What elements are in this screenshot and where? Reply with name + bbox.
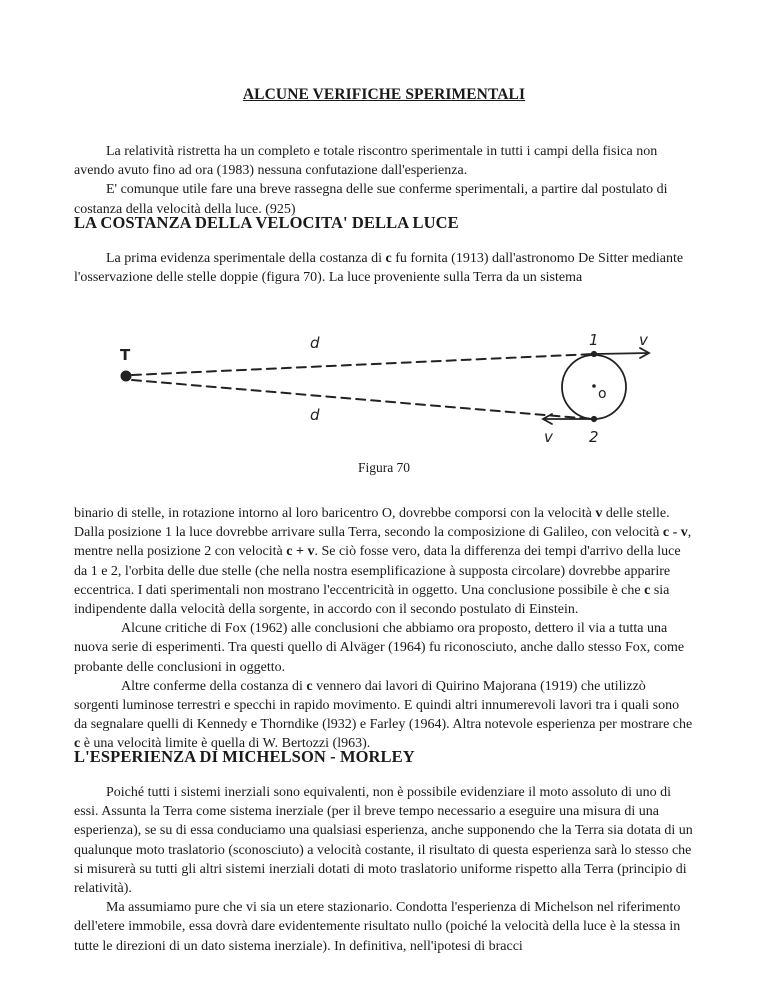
document-title: ALCUNE VERIFICHE SPERIMENTALI — [242, 86, 526, 103]
label-velocity-bottom: v — [544, 428, 553, 446]
symbol-c: c — [385, 251, 392, 266]
section2-paragraph-2: Ma assumiamo pure che vi sia un etere stazionario. Condotta l'esperienza di Michelson nel riferimento dell'etere immobile, essa dovrà dare evidentemente risultato nullo (poiché la velocità della luce è la stessa in tutte le direzioni di un dato sistema inerziale). In definitiva, nell'ipotesi di bracci — [74, 900, 681, 954]
barycenter-point — [593, 385, 596, 388]
text-run: . Se ciò fosse vero, data la differenza dei tempi d'arrivo della luce da 1 e 2, l'orbita delle due stelle (che nella nostra esemplificazione à supposta circolare) dovrebbe apparire eccentrica. I dati sperimentali non mostrano l'eccentricità in oggetto. Una conclusione possibile è che — [74, 544, 681, 598]
symbol-c: c — [306, 678, 313, 694]
text-run: fu fornita (1913) dall'astronomo De Sitter mediante l'osservazione delle stelle doppie (figura 70). La luce proveniente sulla Terra da un sistema — [74, 251, 684, 286]
text-run: , mentre nella posizione 2 con velocità — [74, 525, 692, 560]
earth-icon — [121, 371, 131, 381]
text-run: La prima evidenza sperimentale della costanza di — [106, 251, 386, 266]
expression-c-plus-v: c + v — [286, 544, 315, 560]
intro-paragraph-2: E' comunque utile fare una breve rassegna delle sue conferme sperimentali, a partire dal postulato di costanza della velocità della luce. (925) — [74, 182, 668, 217]
section-heading-costanza: LA COSTANZA DELLA VELOCITA' DELLA LUCE — [74, 213, 459, 232]
binary-star-diagram — [74, 320, 694, 480]
text-run: sia indipendente dalla velocità della sorgente, in accordo con il secondo postulato di Einstein. — [74, 582, 670, 618]
section-heading-michelson-morley: L'ESPERIENZA DI MICHELSON - MORLEY — [74, 747, 415, 766]
label-position-2: 2 — [589, 428, 599, 446]
section1-intro — [74, 249, 694, 287]
label-position-1: 1 — [589, 331, 599, 349]
label-distance-top: d — [310, 334, 320, 352]
section2-paragraph-1: Poiché tutti i sistemi inerziali sono equivalenti, non è possibile evidenziare il moto assoluto di uno di essi. Assunta la Terra come sistema inerziale (per il breve tempo necessario a eseguire una misura di una esperienza), se su di essa conduciamo una qualsiasi esperienza, anche supponendo che la Terra sia dotata di un qualunque moto traslatorio (sconosciuto) a velocità costante, il risultato di questa esperienza sarà lo stesso che si misurerà su tutti gli altri sistemi inerziali dotati di moto traslatorio uniforme rispetto alla Terra (principio di relatività). — [74, 785, 693, 897]
light-path-top — [132, 354, 594, 375]
intro-paragraph-1: La relatività ristretta ha un completo e totale riscontro sperimentale in tutti i campi della fisica non avendo avuto fino ad ora (1983) nessuna confutazione dall'esperienza. — [74, 144, 658, 179]
label-barycenter: o — [598, 386, 607, 402]
label-velocity-top: v — [639, 331, 648, 349]
light-path-bottom — [132, 380, 592, 419]
section1-paragraph-2 — [74, 504, 694, 619]
label-distance-bottom: d — [310, 406, 320, 424]
section1-paragraph-4 — [74, 677, 694, 754]
velocity-arrow-top — [594, 353, 648, 354]
text-run: delle stelle. Dalla posizione 1 la luce dovrebbe arrivare sulla Terra, secondo la composizione di Galileo, con velocità — [74, 506, 670, 541]
text-run: è una velocità limite è quella di W. Bertozzi (l963). — [80, 736, 371, 752]
expression-c-minus-v: c - v — [662, 525, 688, 541]
text-run: vennero dai lavori di Quirino Majorana (1919) che utilizzò sorgenti luminose terrestri e specchi in rapido movimento. E quindi altri innumerevoli lavori tra i quali sono da segnalare quelli di Kennedy e Thorndike (l932) e Farley (1964). Altra notevole esperienza per mostrare che — [74, 678, 693, 733]
figure-70 — [74, 320, 694, 480]
figure-caption: Figura 70 — [357, 460, 411, 475]
symbol-c: c — [74, 736, 81, 752]
section1-body — [74, 504, 694, 754]
intro-section — [74, 142, 694, 219]
section1-paragraph-1 — [74, 249, 694, 287]
section1-paragraph-3: Alcune critiche di Fox (1962) alle conclusioni che abbiamo ora proposto, dettero il via a tutta una nuova serie di esperimenti. Tra questi quello di Alväger (1964) fu riconosciuto, anche dallo stesso Fox, come probante delle conclusioni in oggetto. — [74, 621, 685, 675]
label-earth: T — [120, 346, 131, 364]
symbol-v: v — [595, 506, 603, 521]
symbol-c: c — [644, 582, 651, 598]
section2-body — [74, 783, 694, 956]
text-run: Altre conferme della costanza di — [121, 678, 307, 694]
text-run: binario di stelle, in rotazione intorno al loro baricentro O, dovrebbe comporsi con la velocità — [74, 506, 596, 521]
